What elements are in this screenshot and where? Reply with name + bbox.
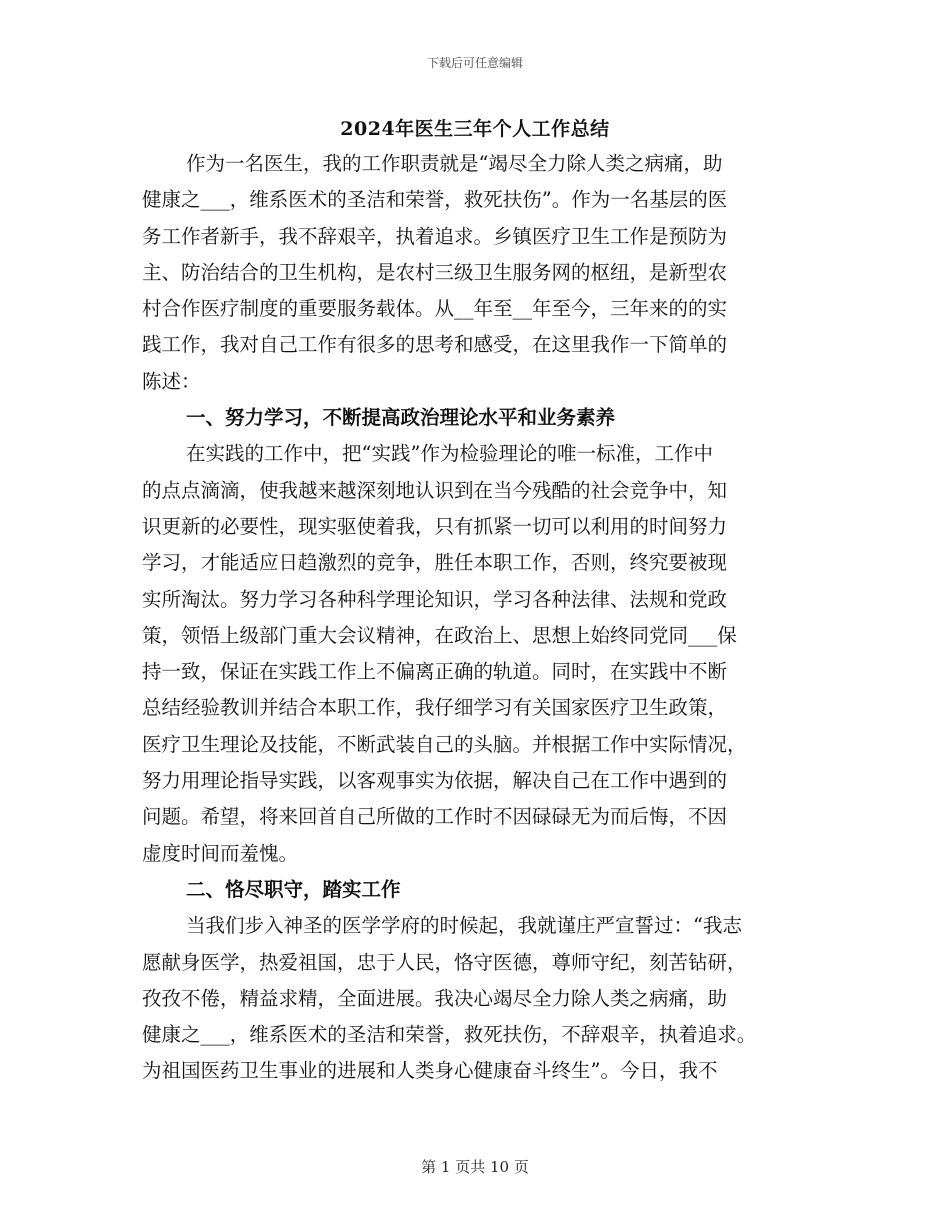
section-heading: 一、努力学习，不断提高政治理论水平和业务素养 bbox=[186, 406, 616, 430]
paragraph-line: 实所淘汰。努力学习各种科学理论知识，学习各种法律、法规和党政 bbox=[142, 587, 728, 611]
document-title: 2024年医生三年个人工作总结 bbox=[340, 118, 610, 140]
paragraph-line: 策，领悟上级部门重大会议精神，在政治上、思想上始终同党同___保 bbox=[142, 623, 737, 647]
paragraph-line: 持一致，保证在实践工作上不偏离正确的轨道。同时，在实践中不断 bbox=[142, 660, 728, 684]
paragraph-line: 为祖国医药卫生事业的进展和人类身心健康奋斗终生”。今日，我不 bbox=[142, 1059, 718, 1083]
paragraph-line: 陈述： bbox=[142, 369, 201, 393]
paragraph-line: 健康之___，维系医术的圣洁和荣誉，救死扶伤”。作为一名基层的医 bbox=[142, 188, 728, 212]
section-heading: 二、恪尽职守，踏实工作 bbox=[186, 877, 401, 901]
paragraph-line: 总结经验教训并结合本职工作，我仔细学习有关国家医疗卫生政策， bbox=[142, 696, 728, 720]
paragraph-line: 主、防治结合的卫生机构，是农村三级卫生服务网的枢纽，是新型农 bbox=[142, 260, 728, 284]
paragraph-line: 当我们步入神圣的医学学府的时候起，我就谨庄严宣誓过：“我志 bbox=[186, 914, 742, 938]
paragraph-line: 践工作，我对自己工作有很多的思考和感受，在这里我作一下简单的 bbox=[142, 333, 728, 357]
paragraph-line: 学习，才能适应日趋激烈的竞争，胜任本职工作，否则，终究要被现 bbox=[142, 551, 728, 575]
paragraph-line: 医疗卫生理论及技能，不断武装自己的头脑。并根据工作中实际情况， bbox=[142, 732, 747, 756]
paragraph-line: 虚度时间而羞愧。 bbox=[142, 841, 299, 865]
paragraph-line: 孜孜不倦，精益求精，全面进展。我决心竭尽全力除人类之病痛，助 bbox=[142, 986, 728, 1010]
paragraph-line: 的点点滴滴，使我越来越深刻地认识到在当今残酷的社会竞争中，知 bbox=[142, 478, 728, 502]
paragraph-line: 作为一名医生，我的工作职责就是“竭尽全力除人类之病痛，助 bbox=[186, 152, 723, 175]
paragraph-line: 愿献身医学，热爱祖国，忠于人民，恪守医德，尊师守纪，刻苦钻研， bbox=[142, 950, 747, 974]
paragraph-line: 努力用理论指导实践，以客观事实为依据，解决自己在工作中遇到的 bbox=[142, 769, 728, 793]
document-body bbox=[142, 146, 822, 1090]
paragraph-line: 村合作医疗制度的重要服务载体。从__年至__年至今，三年来的的实 bbox=[142, 297, 728, 321]
paragraph-line: 健康之___，维系医术的圣洁和荣誉，救死扶伤，不辞艰辛，执着追求。 bbox=[142, 1023, 757, 1047]
page-number-footer: 第 1 页共 10 页 bbox=[421, 1158, 529, 1176]
paragraph-line: 务工作者新手，我不辞艰辛，执着追求。乡镇医疗卫生工作是预防为 bbox=[142, 224, 728, 248]
paragraph-line: 在实践的工作中，把“实践”作为检验理论的唯一标准，工作中 bbox=[186, 442, 713, 466]
paragraph-line: 问题。希望，将来回首自己所做的工作时不因碌碌无为而后悔，不因 bbox=[142, 805, 728, 829]
paragraph-line: 识更新的必要性，现实驱使着我，只有抓紧一切可以利用的时间努力 bbox=[142, 514, 728, 538]
page-header-note: 下载后可任意编辑 bbox=[426, 56, 523, 70]
